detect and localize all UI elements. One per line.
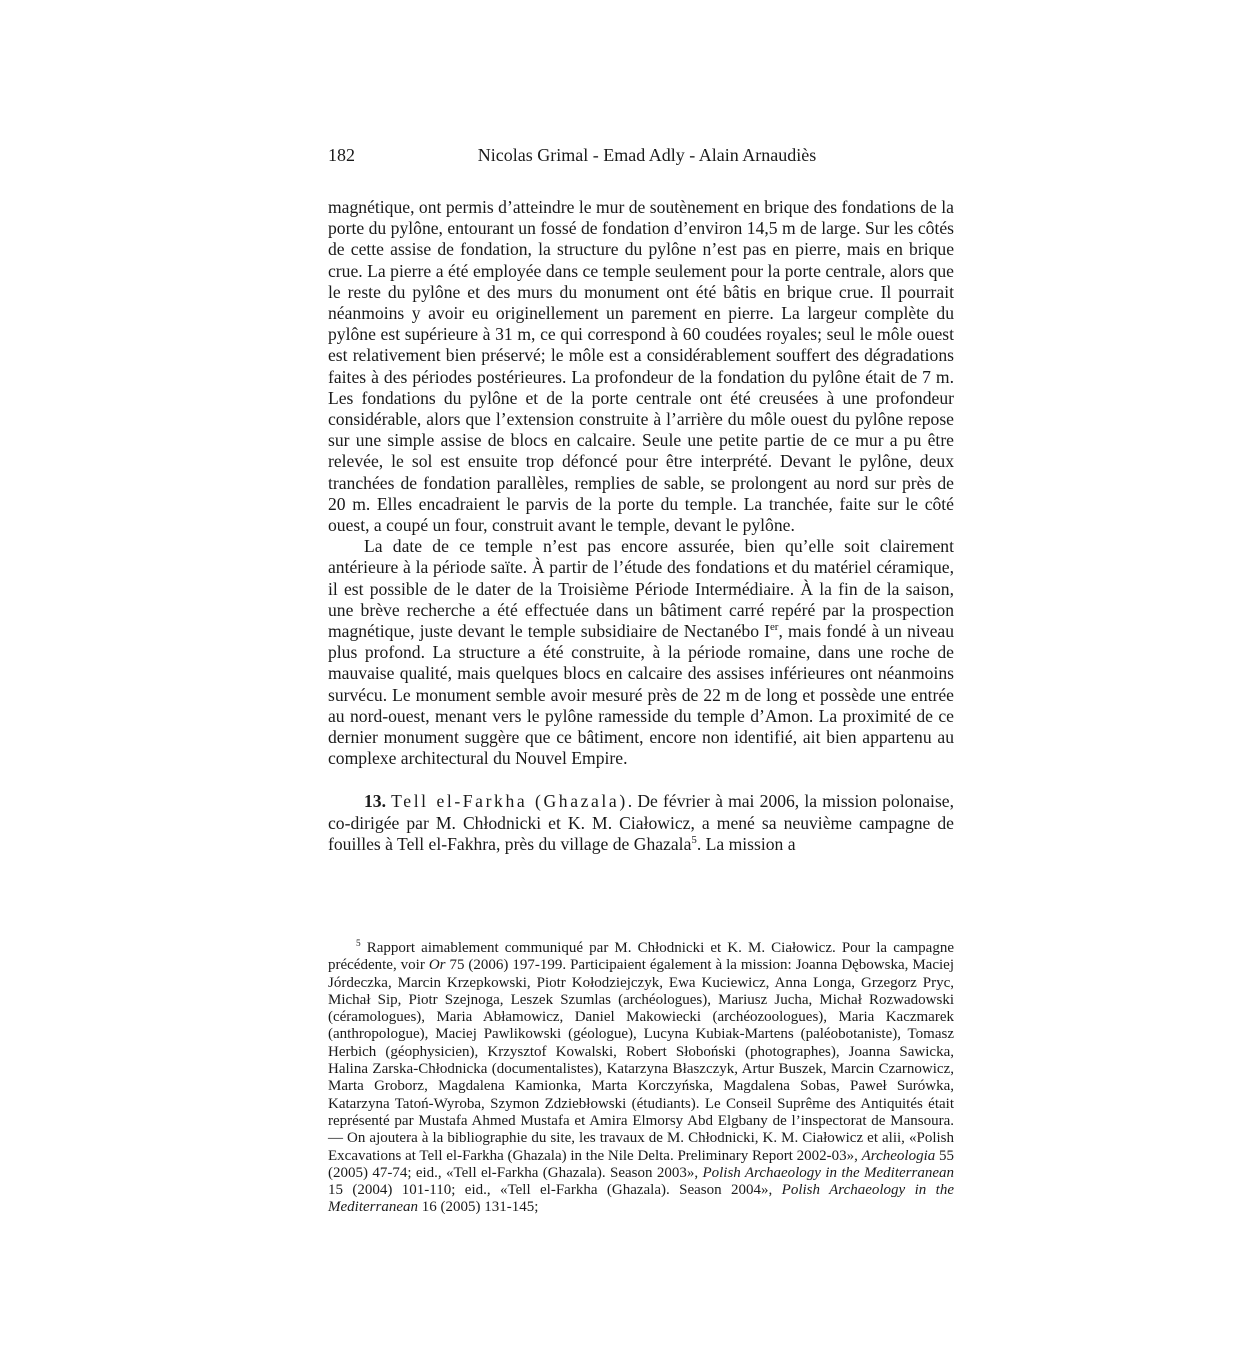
journal-title: Polish Archaeology in the Mediterranean [328,1182,954,1216]
section-site-name: Tell el-Farkha (Ghazala) [391,791,628,812]
journal-title: Or [428,957,446,974]
running-title: Nicolas Grimal - Emad Adly - Alain Arnaudiès [477,145,817,165]
section-text: . La mission a [696,833,796,854]
footnote-text: 15 (2004) 101-110; eid., «Tell el-Farkha (Ghazala). Season 2004», [328,1182,782,1199]
footnote-text: Rapport aimablement communiqué par M. Chłodnicki et K. M. Ciałowicz. Pour la campagne précédente, voir [328,940,954,974]
journal-title: Archeologia [861,1147,936,1164]
paragraph-text: La date de ce temple n’est pas encore assurée, bien qu’elle soit clairement antérieure à la période saïte. À partir de l’étude des fondations et du matériel céramique, il est possible de le dater de la Troisième Période Intermédiaire. À la fin de la saison, une brève recherche a été effectuée dans un bâtiment carré repéré par la prospection magnétique, juste devant le temple subsidiaire de Nectanébo I [328,536,954,642]
footnote-marker: 5 [356,939,361,949]
section-13-paragraph [328,791,954,855]
page-number: 182 [328,145,355,165]
footnote-text: 16 (2005) 131-145; [417,1199,539,1216]
footnote-text: 75 (2006) 197-199. Participaient également à la mission: Joanna Dębowska, Maciej Jórdeczka, Marcin Krzepkowski, Piotr Kołodziejczyk, Ewa Kuciewicz, Anna Longa, Grzegorz Pryc, Michał Sip, Piotr Szejnoga, Leszek Szumlas (archéologues), Mariusz Jucha, Michał Rozwadowski (céramologues), Maria Abłamowicz, Daniel Makowiecki (archéozoologues), Maria Kaczmarek (anthropologue), Maciej Pawlikowski (géologue), Lucyna Kubiak-Martens (paléobotaniste), Tomasz Herbich (géophysicien), Krzysztof Kowalski, Robert Słoboński (photographes), Joanna Sawicka, Halina Zarska-Chłodnicka (documentalistes), Katarzyna Błaszczyk, Artur Buszek, Marcin Czarnowicz, Marta Groborz, Magdalena Kamionka, Marta Korczyńska, Magdalena Sobas, Paweł Surówka, Katarzyna Tatoń-Wyroba, Szymon Zdziebłowski (étudiants). Le Conseil Suprême des Antiquités était représenté par Mustafa Ahmed Mustafa et Amira Elmorsy Abd Elgbany de l’inspectorat de Mansoura. — On ajoutera à la bibliographie du site, les travaux de M. Chłodnicki, K. M. Ciałowicz et alii, «Polish Excavations at Tell el-Farkha (Ghazala) in the Nile Delta. Preliminary Report 2002-03», [328,957,954,1164]
paragraph-text: , mais fondé à un niveau plus profond. La structure a été construite, à la période romaine, dans une roche de mauvaise qualité, mais quelques blocs en calcaire des assises inférieures ont néanmoins survécu. Le monument semble avoir mesuré près de 22 m de long et possède une entrée au nord-ouest, menant vers le pylône ramesside du temple d’Amon. La proximité de ce dernier monument suggère que ce bâtiment, encore non identifié, ait bien appartenu au complexe architectural du Nouvel Empire. [328,621,954,769]
footnote-5 [328,940,954,1217]
footnote-reference: 5 [691,834,697,847]
section-text: . De février à mai 2006, la mission polonaise, co-dirigée par M. Chłodnicki et K. M. Ciałowicz, a mené sa neuvième campagne de fouilles à Tell el-Fakhra, près du village de Ghazala [328,791,954,854]
section-number: 13. [364,791,386,812]
superscript-er: er [769,621,779,634]
paragraph-pylone-foundations: magnétique, ont permis d’atteindre le mur de soutènement en brique des fondations de la porte du pylône, entourant un fossé de fondation d’environ 14,5 m de large. Sur les côtés de cette assise de fondation, la structure du pylône n’est pas en pierre, mais en brique crue. La pierre a été employée dans ce temple seulement pour la porte centrale, alors que le reste du pylône et des murs du monument ont été bâtis en brique crue. Il pourrait néanmoins y avoir eu originellement un parement en pierre. La largeur complète du pylône est supérieure à 31 m, ce qui correspond à 60 coudées royales; seul le môle ouest est relativement bien préservé; le môle est a considérablement souffert des dégradations faites à des périodes postérieures. La profondeur de la fondation du pylône était de 7 m. Les fondations du pylône et de la porte centrale ont été creusées à une profondeur considérable, alors que l’extension construite à l’arrière du môle ouest du pylône repose sur une simple assise de blocs en calcaire. Seule une petite partie de ce mur a pu être relevée, le sol est ensuite trop défoncé pour être interprété. Devant le pylône, deux tranchées de fondation parallèles, remplies de sable, se prolongent au nord sur près de 20 m. Elles encadraient le parvis de la porte du temple. La tranchée, faite sur le côté ouest, a coupé un four, construit avant le temple, devant le pylône. [328,197,954,536]
paragraph-temple-date [328,536,954,769]
main-text [328,197,954,855]
footnote-text: 55 (2005) 47-74; eid., «Tell el-Farkha (Ghazala). Season 2003», [328,1147,954,1181]
footnotes [328,940,954,1217]
journal-title: Polish Archaeology in the Mediterranean [702,1164,954,1181]
